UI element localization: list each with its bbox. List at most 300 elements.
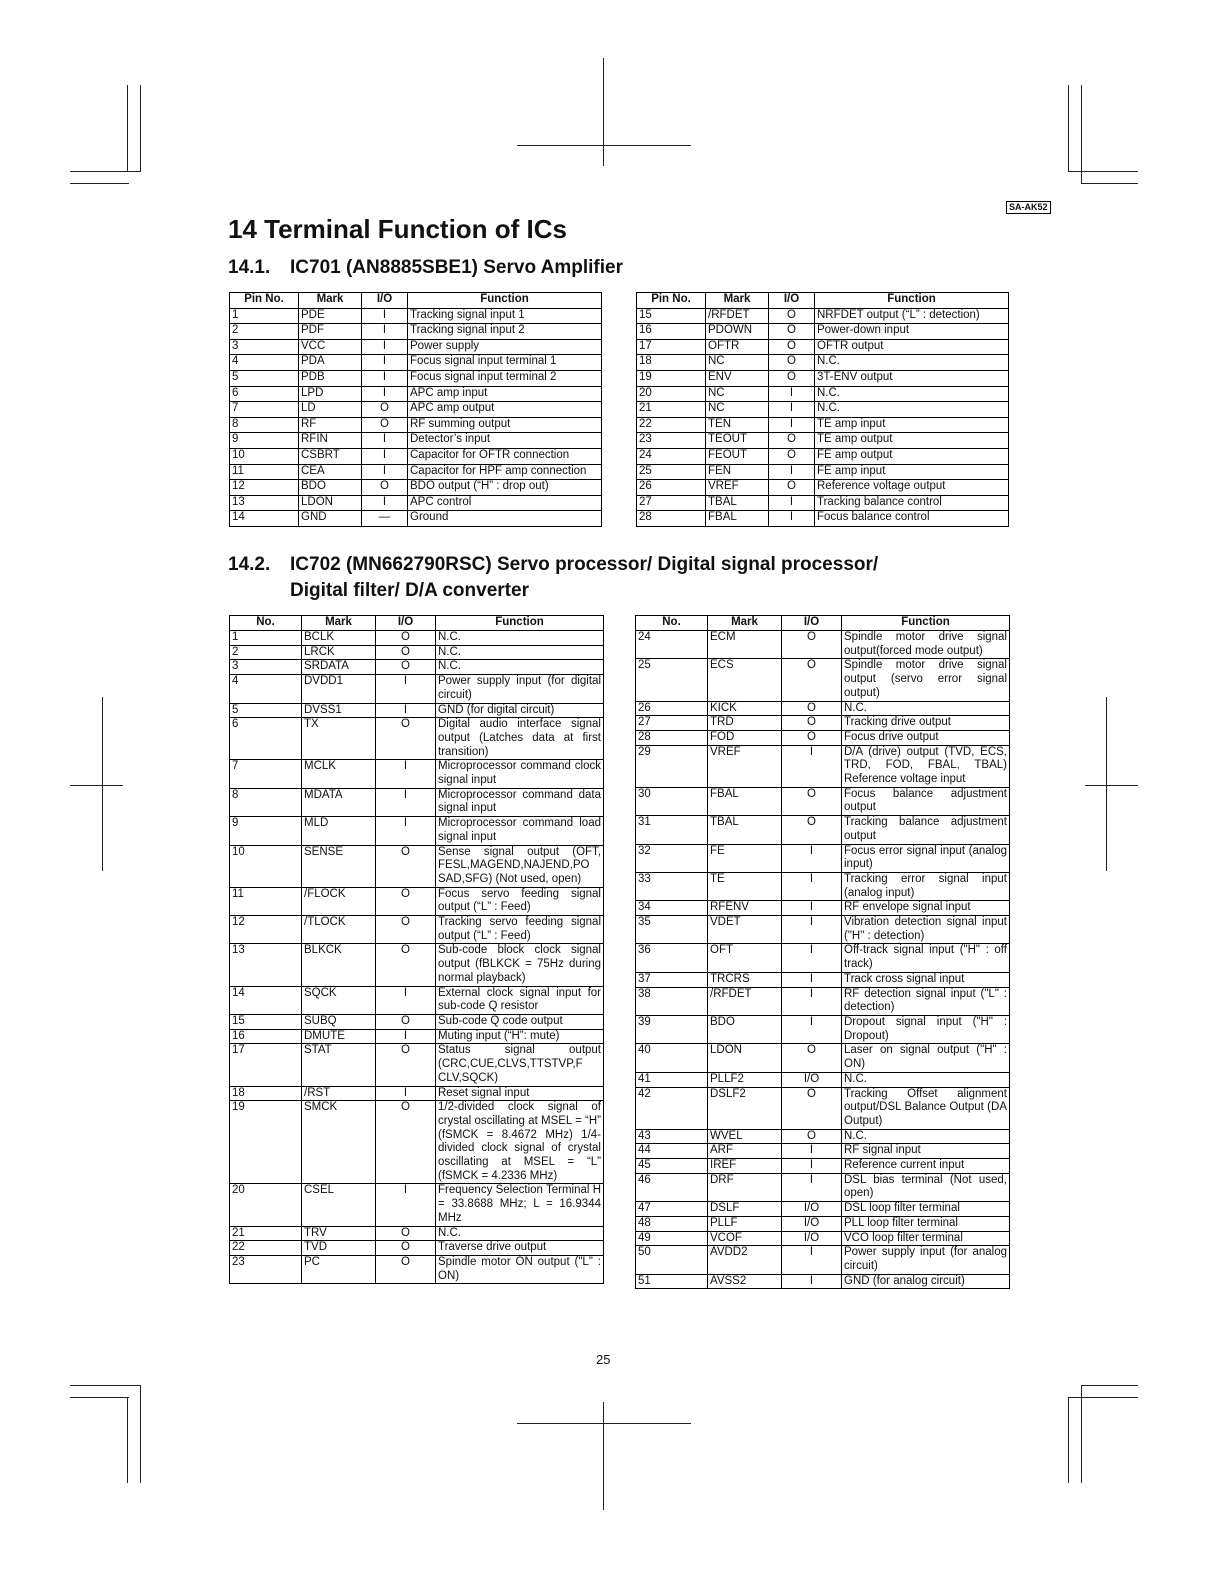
- pin-function: External clock signal input for sub-code Q resistor: [436, 986, 604, 1014]
- pin-function: N.C.: [815, 355, 1009, 371]
- pin-io: O: [362, 402, 408, 418]
- table-row: [230, 760, 604, 788]
- pin-function: Detector’s input: [408, 433, 602, 449]
- pin-function: RF signal input: [842, 1144, 1010, 1159]
- pin-mark: RF: [299, 417, 362, 433]
- column-header: Pin No.: [637, 293, 706, 309]
- pin-number: 9: [230, 433, 299, 449]
- pin-mark: GND: [299, 511, 362, 527]
- pin-function: Tracking balance adjustment output: [842, 816, 1010, 844]
- ic702-table-left: [229, 615, 604, 1284]
- column-header: No.: [230, 616, 302, 631]
- column-header: Function: [815, 293, 1009, 309]
- table-row: [636, 901, 1010, 916]
- pin-io: O: [769, 480, 815, 496]
- pin-number: 11: [230, 887, 302, 915]
- table-row: [636, 816, 1010, 844]
- pin-number: 35: [636, 916, 708, 944]
- table-row: [230, 986, 604, 1014]
- pin-number: 10: [230, 845, 302, 887]
- table-row: [636, 631, 1010, 659]
- pin-io: I: [782, 1015, 842, 1043]
- model-badge: SA-AK52: [1006, 201, 1051, 214]
- table-row: [637, 355, 1009, 371]
- pin-function: Sub-code Q code output: [436, 1014, 604, 1029]
- pin-io: I: [376, 675, 436, 703]
- table-row: [637, 464, 1009, 480]
- table-row: [230, 916, 604, 944]
- pin-number: 25: [637, 464, 706, 480]
- pin-function: Tracking balance control: [815, 495, 1009, 511]
- pin-mark: /TLOCK: [302, 916, 376, 944]
- column-header: Mark: [708, 616, 782, 631]
- ic702-table-right: [635, 615, 1010, 1289]
- table-row: [230, 817, 604, 845]
- pin-number: 16: [230, 1029, 302, 1044]
- table-row: [636, 916, 1010, 944]
- pin-number: 12: [230, 916, 302, 944]
- pin-number: 2: [230, 324, 299, 340]
- pin-io: I: [782, 844, 842, 872]
- pin-io: O: [782, 659, 842, 701]
- table-row: [637, 308, 1009, 324]
- table-row: [230, 433, 602, 449]
- table-row: [230, 308, 602, 324]
- pin-number: 21: [637, 402, 706, 418]
- pin-mark: NC: [706, 355, 769, 371]
- pin-number: 2: [230, 645, 302, 660]
- pin-mark: NC: [706, 386, 769, 402]
- pin-function: OFTR output: [815, 339, 1009, 355]
- pin-function: N.C.: [436, 660, 604, 675]
- pin-function: Focus servo feeding signal output (“L” : Feed): [436, 887, 604, 915]
- table-row: [636, 787, 1010, 815]
- table-header-row: [230, 293, 602, 309]
- pin-mark: VDET: [708, 916, 782, 944]
- pin-io: I: [362, 464, 408, 480]
- pin-number: 51: [636, 1274, 708, 1289]
- pin-number: 38: [636, 987, 708, 1015]
- pin-io: O: [376, 660, 436, 675]
- pin-io: I: [362, 495, 408, 511]
- pin-io: O: [376, 718, 436, 760]
- pin-function: Power supply input (for digital circuit): [436, 675, 604, 703]
- section-2-title-line-2: Digital filter/ D/A converter: [290, 580, 529, 601]
- column-header: Mark: [302, 616, 376, 631]
- section-2-number: 14.2.: [228, 554, 271, 575]
- table-row: [636, 1274, 1010, 1289]
- pin-number: 49: [636, 1231, 708, 1246]
- pin-mark: RFIN: [299, 433, 362, 449]
- pin-io: —: [362, 511, 408, 527]
- pin-function: 1/2-divided clock signal of crystal oscillating at MSEL = “H” (fSMCK = 8.4672 MHz) 1/4-divided clock signal of crystal oscillating at MSEL = “L” (fSMCK = 4.2336 MHz): [436, 1101, 604, 1184]
- pin-number: 37: [636, 972, 708, 987]
- table-row: [230, 1184, 604, 1226]
- pin-mark: DVSS1: [302, 703, 376, 718]
- pin-number: 28: [637, 511, 706, 527]
- pin-function: Microprocessor command load signal input: [436, 817, 604, 845]
- pin-io: O: [376, 1101, 436, 1184]
- pin-mark: TRCRS: [708, 972, 782, 987]
- pin-mark: WVEL: [708, 1129, 782, 1144]
- pin-number: 50: [636, 1246, 708, 1274]
- table-row: [636, 1216, 1010, 1231]
- table-row: [230, 675, 604, 703]
- table-row: [230, 1101, 604, 1184]
- pin-io: I/O: [782, 1202, 842, 1217]
- pin-mark: PDOWN: [706, 324, 769, 340]
- table-row: [230, 448, 602, 464]
- pin-number: 17: [637, 339, 706, 355]
- pin-number: 33: [636, 872, 708, 900]
- pin-mark: IREF: [708, 1159, 782, 1174]
- column-header: I/O: [362, 293, 408, 309]
- pin-number: 4: [230, 675, 302, 703]
- pin-number: 7: [230, 760, 302, 788]
- pin-mark: LDON: [299, 495, 362, 511]
- pin-mark: TVD: [302, 1241, 376, 1256]
- pin-mark: BDO: [299, 480, 362, 496]
- pin-number: 13: [230, 495, 299, 511]
- table-row: [230, 1241, 604, 1256]
- pin-function: FE amp input: [815, 464, 1009, 480]
- table-row: [636, 1246, 1010, 1274]
- pin-mark: FEOUT: [706, 448, 769, 464]
- pin-mark: PDA: [299, 355, 362, 371]
- table-row: [230, 845, 604, 887]
- pin-mark: /FLOCK: [302, 887, 376, 915]
- table-row: [230, 1014, 604, 1029]
- pin-io: O: [769, 370, 815, 386]
- table-row: [636, 1015, 1010, 1043]
- pin-number: 22: [230, 1241, 302, 1256]
- table-row: [230, 464, 602, 480]
- pin-mark: PDF: [299, 324, 362, 340]
- pin-number: 46: [636, 1173, 708, 1201]
- table-row: [230, 788, 604, 816]
- pin-number: 26: [636, 701, 708, 716]
- table-row: [230, 511, 602, 527]
- table-row: [230, 324, 602, 340]
- pin-function: D/A (drive) output (TVD, ECS, TRD, FOD, FBAL, TBAL) Reference voltage input: [842, 745, 1010, 787]
- pin-mark: PC: [302, 1255, 376, 1283]
- pin-function: N.C.: [842, 701, 1010, 716]
- pin-mark: TEOUT: [706, 433, 769, 449]
- pin-function: PLL loop filter terminal: [842, 1216, 1010, 1231]
- pin-mark: DVDD1: [302, 675, 376, 703]
- pin-function: Tracking servo feeding signal output (“L” : Feed): [436, 916, 604, 944]
- pin-mark: /RFDET: [708, 987, 782, 1015]
- pin-function: APC control: [408, 495, 602, 511]
- pin-function: GND (for digital circuit): [436, 703, 604, 718]
- pin-number: 14: [230, 511, 299, 527]
- table-row: [636, 844, 1010, 872]
- pin-io: O: [362, 417, 408, 433]
- section-1-number: 14.1.: [228, 257, 271, 278]
- pin-function: N.C.: [842, 1072, 1010, 1087]
- pin-number: 19: [230, 1101, 302, 1184]
- pin-number: 8: [230, 788, 302, 816]
- pin-io: I: [782, 872, 842, 900]
- pin-function: TE amp output: [815, 433, 1009, 449]
- pin-mark: TBAL: [706, 495, 769, 511]
- pin-mark: MCLK: [302, 760, 376, 788]
- table-row: [637, 511, 1009, 527]
- table-header-row: [636, 616, 1010, 631]
- pin-io: I: [362, 308, 408, 324]
- pin-function: Focus balance control: [815, 511, 1009, 527]
- pin-io: O: [376, 1255, 436, 1283]
- pin-io: O: [376, 887, 436, 915]
- pin-io: O: [769, 339, 815, 355]
- pin-io: O: [782, 1129, 842, 1144]
- table-body: [636, 631, 1010, 1289]
- table-row: [230, 1029, 604, 1044]
- column-header: Mark: [706, 293, 769, 309]
- pin-number: 31: [636, 816, 708, 844]
- pin-number: 5: [230, 370, 299, 386]
- pin-function: Dropout signal input ("H" : Dropout): [842, 1015, 1010, 1043]
- table-row: [230, 339, 602, 355]
- pin-number: 6: [230, 718, 302, 760]
- pin-function: Off-track signal input ("H" : off track): [842, 944, 1010, 972]
- pin-number: 11: [230, 464, 299, 480]
- pin-mark: TRD: [708, 716, 782, 731]
- pin-io: I: [362, 324, 408, 340]
- pin-io: I: [376, 986, 436, 1014]
- pin-mark: CSEL: [302, 1184, 376, 1226]
- pin-mark: LRCK: [302, 645, 376, 660]
- table-row: [636, 1202, 1010, 1217]
- pin-number: 10: [230, 448, 299, 464]
- table-row: [636, 1129, 1010, 1144]
- table-row: [230, 1255, 604, 1283]
- section-2-title: [290, 552, 878, 604]
- table-row: [637, 448, 1009, 464]
- table-body: [230, 631, 604, 1284]
- pin-number: 47: [636, 1202, 708, 1217]
- pin-mark: MDATA: [302, 788, 376, 816]
- pin-function: APC amp output: [408, 402, 602, 418]
- ic701-table-right: [636, 292, 1009, 527]
- pin-number: 8: [230, 417, 299, 433]
- pin-number: 12: [230, 480, 299, 496]
- pin-io: I: [376, 788, 436, 816]
- pin-mark: SENSE: [302, 845, 376, 887]
- pin-mark: TRV: [302, 1226, 376, 1241]
- pin-io: O: [376, 916, 436, 944]
- pin-function: DSL loop filter terminal: [842, 1202, 1010, 1217]
- pin-function: TE amp input: [815, 417, 1009, 433]
- pin-mark: OFT: [708, 944, 782, 972]
- pin-function: Vibration detection signal input ("H" : detection): [842, 916, 1010, 944]
- pin-io: O: [769, 324, 815, 340]
- pin-io: I: [362, 355, 408, 371]
- pin-function: Reset signal input: [436, 1086, 604, 1101]
- pin-number: 3: [230, 660, 302, 675]
- pin-number: 43: [636, 1129, 708, 1144]
- table-row: [636, 1159, 1010, 1174]
- pin-mark: SQCK: [302, 986, 376, 1014]
- table-row: [636, 716, 1010, 731]
- pin-function: Power supply: [408, 339, 602, 355]
- pin-number: 18: [230, 1086, 302, 1101]
- pin-mark: TX: [302, 718, 376, 760]
- table-row: [230, 660, 604, 675]
- pin-mark: CSBRT: [299, 448, 362, 464]
- pin-function: Power-down input: [815, 324, 1009, 340]
- pin-number: 19: [637, 370, 706, 386]
- pin-io: I: [769, 464, 815, 480]
- pin-function: N.C.: [436, 645, 604, 660]
- pin-function: GND (for analog circuit): [842, 1274, 1010, 1289]
- pin-function: Digital audio interface signal output (Latches data at first transition): [436, 718, 604, 760]
- pin-mark: BDO: [708, 1015, 782, 1043]
- pin-function: Laser on signal output ("H" : ON): [842, 1044, 1010, 1072]
- pin-mark: VCC: [299, 339, 362, 355]
- table-row: [636, 659, 1010, 701]
- pin-mark: ECS: [708, 659, 782, 701]
- pin-function: N.C.: [815, 402, 1009, 418]
- pin-function: Capacitor for OFTR connection: [408, 448, 602, 464]
- table-row: [637, 417, 1009, 433]
- column-header: I/O: [782, 616, 842, 631]
- pin-number: 23: [637, 433, 706, 449]
- pin-number: 3: [230, 339, 299, 355]
- pin-io: I: [769, 417, 815, 433]
- table-row: [230, 1044, 604, 1086]
- pin-io: I: [782, 1144, 842, 1159]
- pin-function: Traverse drive output: [436, 1241, 604, 1256]
- table-row: [636, 972, 1010, 987]
- pin-number: 28: [636, 730, 708, 745]
- pin-io: O: [769, 433, 815, 449]
- pin-number: 40: [636, 1044, 708, 1072]
- pin-mark: LD: [299, 402, 362, 418]
- pin-number: 25: [636, 659, 708, 701]
- pin-mark: AVSS2: [708, 1274, 782, 1289]
- pin-io: I/O: [782, 1231, 842, 1246]
- pin-io: I: [362, 448, 408, 464]
- pin-function: Tracking signal input 2: [408, 324, 602, 340]
- pin-mark: PDB: [299, 370, 362, 386]
- table-row: [636, 730, 1010, 745]
- pin-number: 15: [637, 308, 706, 324]
- pin-number: 14: [230, 986, 302, 1014]
- table-header-row: [230, 616, 604, 631]
- pin-io: I: [782, 1173, 842, 1201]
- section-1-title: IC701 (AN8885SBE1) Servo Amplifier: [290, 257, 623, 278]
- pin-mark: MLD: [302, 817, 376, 845]
- table-body: [230, 308, 602, 526]
- pin-function: 3T-ENV output: [815, 370, 1009, 386]
- pin-io: O: [376, 631, 436, 646]
- pin-io: O: [782, 701, 842, 716]
- pin-function: Tracking drive output: [842, 716, 1010, 731]
- table-row: [230, 370, 602, 386]
- pin-io: I: [782, 987, 842, 1015]
- pin-function: Tracking Offset alignment output/DSL Balance Output (DA Output): [842, 1087, 1010, 1129]
- ic701-table-left: [229, 292, 602, 527]
- pin-io: O: [782, 787, 842, 815]
- pin-io: O: [376, 944, 436, 986]
- pin-mark: VREF: [706, 480, 769, 496]
- pin-mark: SMCK: [302, 1101, 376, 1184]
- table-row: [230, 887, 604, 915]
- table-row: [636, 1144, 1010, 1159]
- pin-io: O: [769, 355, 815, 371]
- table-header: [230, 616, 604, 631]
- table-header: [637, 293, 1009, 309]
- pin-number: 30: [636, 787, 708, 815]
- pin-io: O: [769, 448, 815, 464]
- table-row: [636, 1044, 1010, 1072]
- pin-io: I: [782, 1246, 842, 1274]
- column-header: Function: [436, 616, 604, 631]
- pin-mark: ECM: [708, 631, 782, 659]
- pin-io: O: [376, 1241, 436, 1256]
- pin-io: I: [782, 1274, 842, 1289]
- pin-io: O: [376, 1226, 436, 1241]
- pin-number: 32: [636, 844, 708, 872]
- pin-function: Focus drive output: [842, 730, 1010, 745]
- pin-io: O: [782, 631, 842, 659]
- pin-io: I/O: [782, 1216, 842, 1231]
- pin-mark: TBAL: [708, 816, 782, 844]
- pin-mark: TEN: [706, 417, 769, 433]
- pin-number: 22: [637, 417, 706, 433]
- table-row: [637, 433, 1009, 449]
- pin-mark: /RST: [302, 1086, 376, 1101]
- pin-number: 48: [636, 1216, 708, 1231]
- table-row: [230, 631, 604, 646]
- pin-function: N.C.: [842, 1129, 1010, 1144]
- pin-number: 23: [230, 1255, 302, 1283]
- pin-number: 24: [636, 631, 708, 659]
- pin-number: 5: [230, 703, 302, 718]
- pin-function: Microprocessor command clock signal input: [436, 760, 604, 788]
- table-row: [636, 1087, 1010, 1129]
- pin-io: O: [782, 816, 842, 844]
- pin-mark: FBAL: [708, 787, 782, 815]
- pin-number: 20: [637, 386, 706, 402]
- pin-mark: VREF: [708, 745, 782, 787]
- pin-mark: ARF: [708, 1144, 782, 1159]
- pin-io: O: [376, 645, 436, 660]
- pin-function: N.C.: [436, 1226, 604, 1241]
- table-row: [636, 1173, 1010, 1201]
- pin-number: 6: [230, 386, 299, 402]
- table-header: [636, 616, 1010, 631]
- pin-function: Ground: [408, 511, 602, 527]
- table-row: [230, 1086, 604, 1101]
- pin-function: Track cross signal input: [842, 972, 1010, 987]
- pin-io: I: [376, 1086, 436, 1101]
- pin-io: O: [362, 480, 408, 496]
- pin-io: I: [782, 944, 842, 972]
- table-row: [230, 718, 604, 760]
- table-row: [636, 1231, 1010, 1246]
- pin-io: I: [362, 339, 408, 355]
- pin-function: Microprocessor command data signal input: [436, 788, 604, 816]
- pin-function: Focus signal input terminal 2: [408, 370, 602, 386]
- table-row: [230, 480, 602, 496]
- page-title: 14 Terminal Function of ICs: [228, 214, 568, 244]
- table-row: [230, 703, 604, 718]
- pin-mark: PLLF2: [708, 1072, 782, 1087]
- pin-io: O: [376, 1014, 436, 1029]
- pin-mark: AVDD2: [708, 1246, 782, 1274]
